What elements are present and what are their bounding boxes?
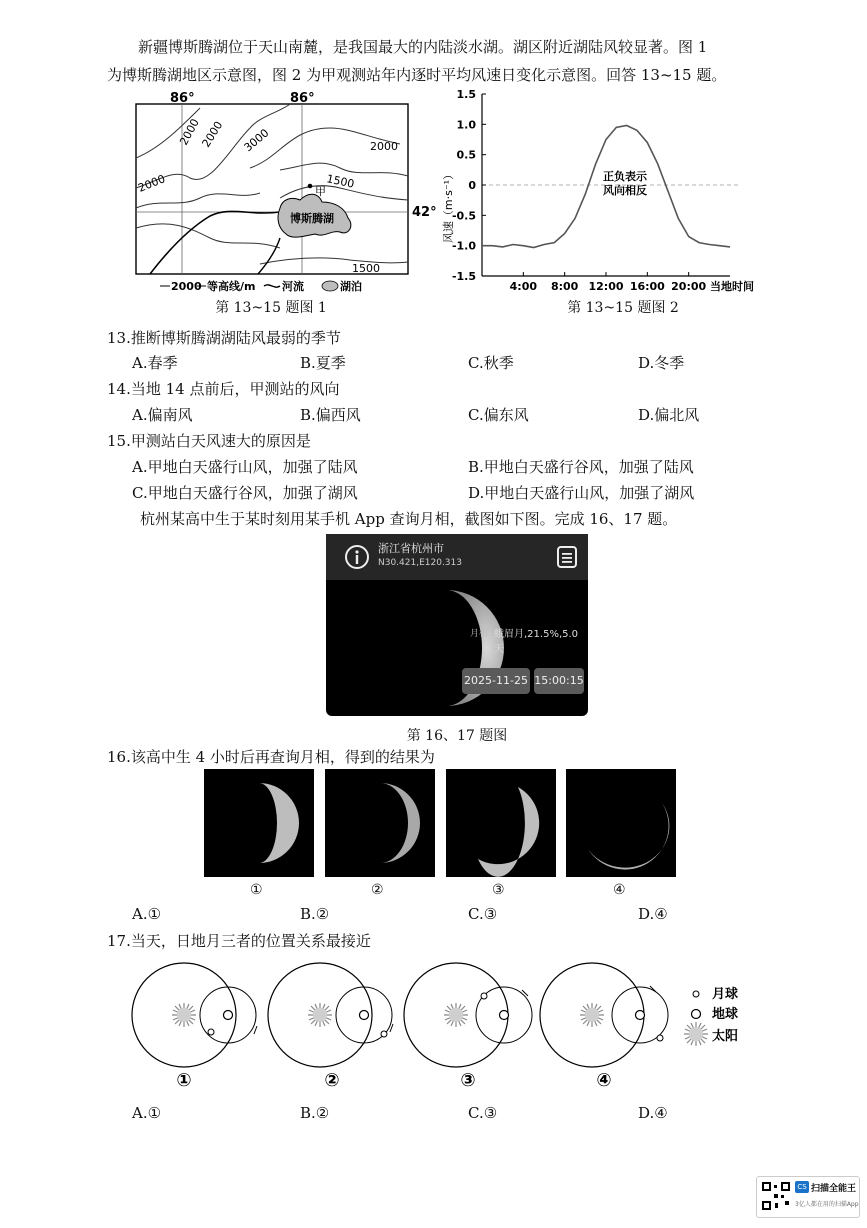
q16-option-a[interactable]: A.① [132,905,162,923]
x-tick-label: 20:00 [671,280,707,293]
q16-option-d[interactable]: D.④ [638,905,668,923]
scanner-watermark [756,1176,860,1218]
chart-annotation-2: 风向相反 [603,184,647,197]
moon-label-4: ④ [613,882,626,898]
q14-option-c[interactable]: C.偏东风 [468,406,529,424]
contour-label: 2000 [136,172,168,195]
q13-option-a[interactable]: A.春季 [132,354,178,372]
legend-river-line [264,285,280,287]
date-button[interactable]: 2025-11-25 [462,668,530,694]
station-label: 甲 [315,185,326,198]
app-city: 浙江省杭州市 [378,542,444,555]
q14-option-b[interactable]: B.偏西风 [300,406,361,424]
orbit-diagram-3 [404,963,532,1067]
qr-code-icon [761,1181,791,1211]
moon-app-screenshot [326,534,588,716]
q15-option-a[interactable]: A.甲地白天盛行山风，加强了陆风 [132,458,358,476]
lat-label: 42° [412,205,437,220]
orbit-label-3: ③ [460,1070,476,1091]
q17-option-b[interactable]: B.② [300,1104,330,1122]
legend-moon-marker [693,991,699,997]
wind-speed-chart [440,86,770,298]
y-tick-label: -0.5 [451,209,476,223]
moon-label-2: ② [371,882,384,898]
contour-label: 2000 [370,140,398,153]
y-tick-label: -1.5 [451,270,476,283]
q13-option-d[interactable]: D.冬季 [638,354,685,372]
station-marker [308,184,313,189]
y-tick-label: -1.0 [451,239,476,253]
q17-option-d[interactable]: D.④ [638,1104,668,1122]
legend-moon-label: 月球 [712,987,739,1002]
time-button[interactable]: 15:00:15 [534,668,584,694]
legend-earth-label: 地球 [712,1007,739,1022]
legend-sun-marker [684,1022,708,1046]
q13-stem: 13.推断博斯腾湖湖陆风最弱的季节 [107,329,341,347]
chart-caption: 第 13~15 题图 2 [567,300,679,316]
phone-caption: 第 16、17 题图 [406,728,508,744]
q16-option-c[interactable]: C.③ [468,905,498,923]
orbit-diagram-4 [540,963,668,1067]
chart-annotation-1: 正负表示 [603,170,647,183]
scanner-logo-icon: CS [795,1181,809,1193]
menu-icon[interactable] [556,545,578,569]
q15-option-b[interactable]: B.甲地白天盛行谷风，加强了陆风 [468,458,694,476]
intro-line-2: 为博斯腾湖地区示意图，图 2 为甲观测站年内逐时平均风速日变化示意图。回答 13~15 题。 [107,66,727,84]
q17-option-c[interactable]: C.③ [468,1104,498,1122]
moon-label-1: ① [250,882,263,898]
q13-option-b[interactable]: B.夏季 [300,354,346,372]
q15-option-d[interactable]: D.甲地白天盛行山风，加强了湖风 [468,484,695,502]
orbit-label-1: ① [176,1070,192,1091]
legend-river-label: 河流 [282,280,304,293]
orbit-diagrams [126,960,766,1100]
map-caption: 第 13~15 题图 1 [215,300,327,316]
orbit-label-2: ② [324,1070,340,1091]
contour-label: 2000 [177,116,202,148]
legend-lake-swatch [322,281,338,291]
q13-option-c[interactable]: C.秋季 [468,354,514,372]
lon-label-left: 86° [170,91,195,106]
legend-lake-label: 湖泊 [340,280,362,293]
map-figure [130,88,437,300]
x-tick-label: 8:00 [550,280,579,293]
x-tick-label: 16:00 [629,280,665,293]
q17-option-a[interactable]: A.① [132,1104,162,1122]
phase-value: 蛾眉月,21.5%,5.0天 [494,629,579,655]
intro2: 杭州某高中生于某时刻用某手机 App 查询月相，截图如下图。完成 16、17 题。 [140,510,678,528]
y-tick-label: 0.5 [456,148,476,162]
orbit-label-4: ④ [596,1070,612,1091]
x-tick-label: 4:00 [509,280,538,293]
q14-stem: 14.当地 14 点前后，甲测站的风向 [107,380,340,398]
x-axis-label: 当地时间 [710,280,754,293]
info-icon[interactable] [344,544,370,570]
lake-label: 博斯腾湖 [290,212,334,225]
q15-option-c[interactable]: C.甲地白天盛行谷风，加强了湖风 [132,484,358,502]
lon-label-right: 86° [290,91,315,106]
q17-stem: 17.当天，日地月三者的位置关系最接近 [107,932,371,950]
intro-line-1: 新疆博斯腾湖位于天山南麓，是我国最大的内陆淡水湖。湖区附近湖陆风较显著。图 1 [138,38,708,56]
contour-label: 1500 [325,172,356,191]
q16-option-b[interactable]: B.② [300,905,330,923]
q16-stem: 16.该高中生 4 小时后再查询月相，得到的结果为 [107,748,435,766]
contour-label: 3000 [241,126,272,155]
orbit-diagram-1 [132,963,257,1067]
contour-label: 1500 [352,262,380,275]
moon-label-3: ③ [492,882,505,898]
x-tick-label: 12:00 [588,280,624,293]
q14-option-a[interactable]: A.偏南风 [132,406,193,424]
y-axis-label: 风速（m·s⁻¹） [442,168,455,244]
moon-option-2[interactable] [325,769,435,877]
legend-contour-label: 等高线/m [207,280,256,293]
y-tick-label: 1.0 [456,118,476,132]
moon-option-1[interactable] [204,769,314,877]
y-tick-label: 0 [468,179,476,192]
contour-label: 2000 [199,118,226,150]
watermark-sub: 3亿人都在用的扫描App [795,1201,859,1208]
map-frame [136,104,408,274]
moon-option-3[interactable] [446,769,556,877]
legend-sun-label: 太阳 [712,1029,739,1044]
phase-label: 月相 [470,629,489,639]
q15-stem: 15.甲测站白天风速大的原因是 [107,432,311,450]
legend-contour-value: 2000 [171,280,202,293]
q14-option-d[interactable]: D.偏北风 [638,406,700,424]
watermark-brand: 扫描全能王 [811,1184,857,1194]
app-coords: N30.421,E120.313 [378,558,462,568]
orbit-diagram-2 [268,963,393,1067]
moon-option-4[interactable] [566,769,676,877]
legend-earth-marker [692,1010,701,1019]
y-tick-label: 1.5 [456,88,476,101]
